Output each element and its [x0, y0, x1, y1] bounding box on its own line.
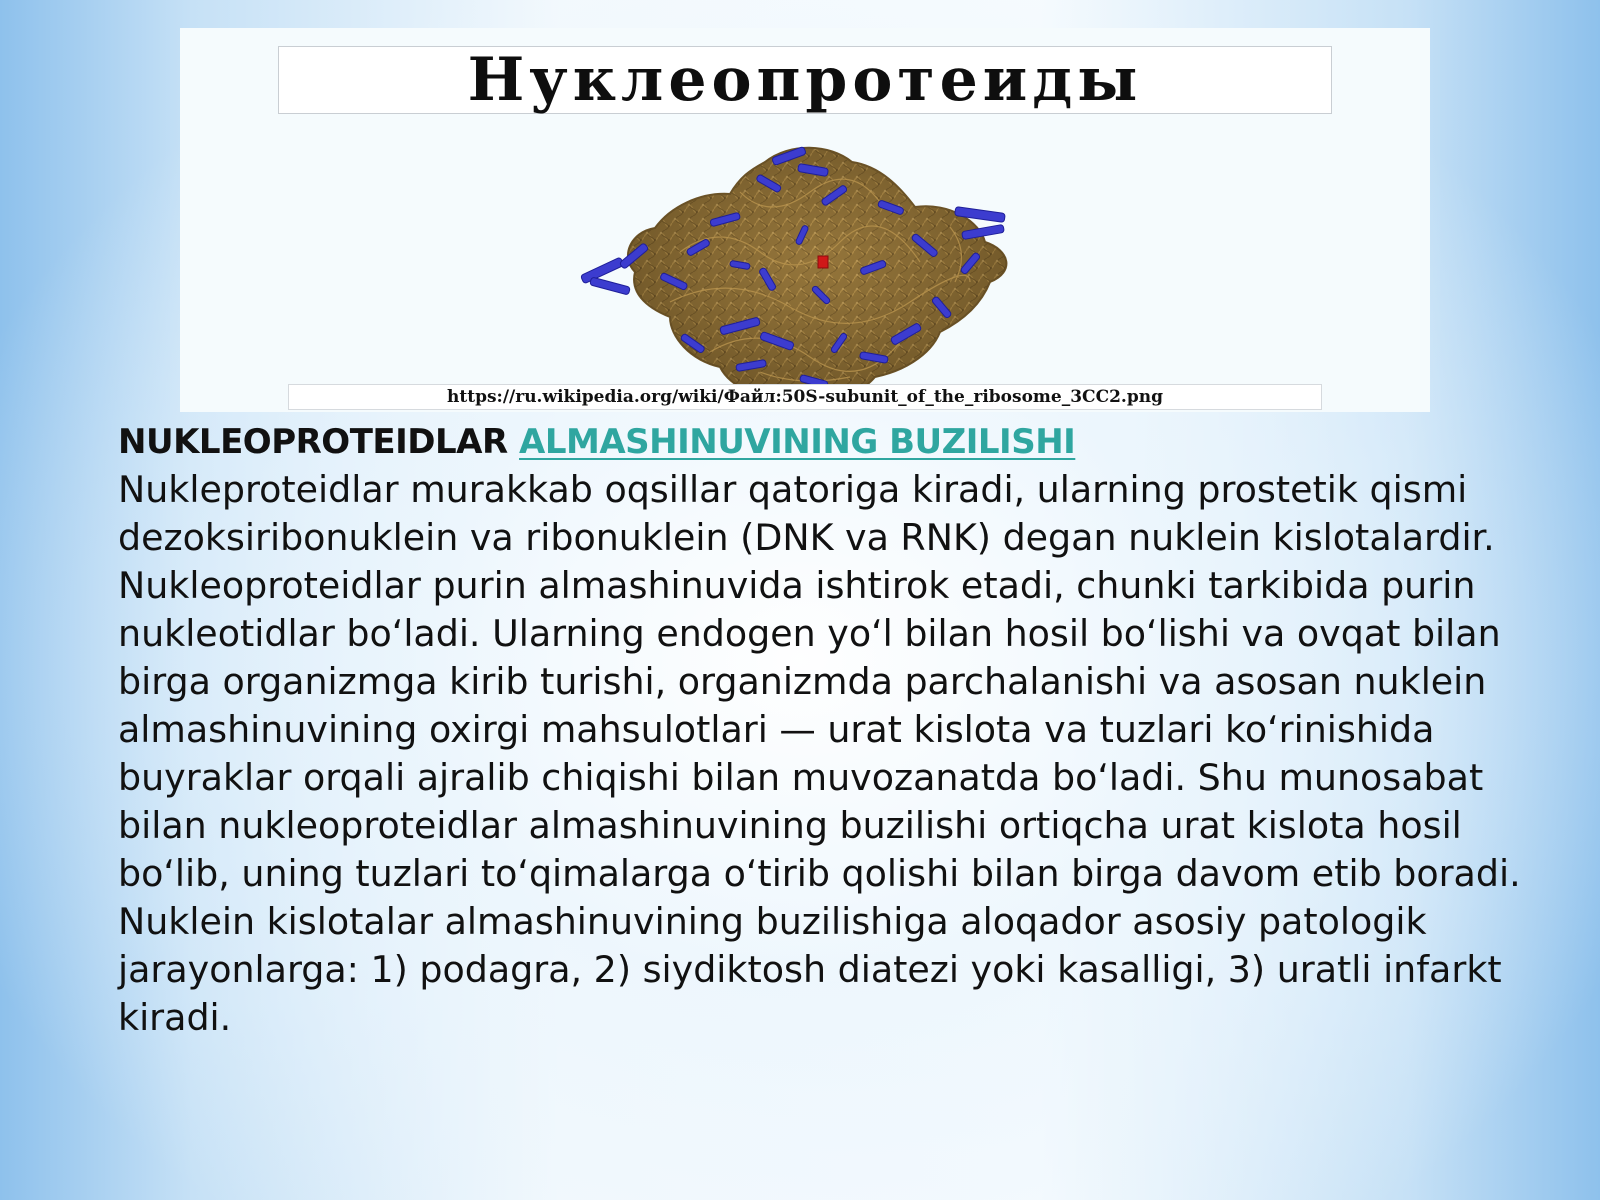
figure-title: Нуклеопротеиды — [467, 45, 1143, 115]
paragraph-line: bilan nukleoproteidlar almashinuvining buzilishi ortiqcha urat kislota hosil — [118, 804, 1462, 847]
paragraph-line: almashinuvining oxirgi mahsulotlari — urat kislota va tuzlari koʻrinishida — [118, 708, 1435, 751]
heading-text: NUKLEOPROTEIDLAR — [118, 422, 508, 462]
figure-source-url: https://ru.wikipedia.org/wiki/Файл:50S-subunit_of_the_ribosome_3CC2.png — [447, 387, 1163, 407]
paragraph-line: boʻlib, uning tuzlari toʻqimalarga oʻtirib qolishi bilan birga davom etib boradi. — [118, 852, 1521, 895]
paragraph-line: Nukleproteidlar murakkab oqsillar qatoriga kiradi, ularning prostetik qismi — [118, 468, 1468, 511]
figure-image — [180, 28, 1430, 412]
paragraph-line: kiradi. — [118, 996, 232, 1039]
article-text — [118, 418, 1521, 1042]
article-heading — [118, 418, 1518, 466]
heading-link[interactable]: ALMASHINUVINING BUZILISHI — [519, 422, 1076, 462]
ribosome-50s-structure-icon — [560, 132, 1050, 416]
paragraph-line: dezoksiribonuklein va ribonuklein (DNK va RNK) degan nuklein kislotalardir. — [118, 516, 1495, 559]
paragraph-line: birga organizmga kirib turishi, organizmda parchalanishi va asosan nuklein — [118, 660, 1487, 703]
paragraph-line: nukleotidlar boʻladi. Ularning endogen yoʻl bilan hosil boʻlishi va ovqat bilan — [118, 612, 1501, 655]
paragraph-line: Nukleoproteidlar purin almashinuvida ishtirok etadi, chunki tarkibida purin — [118, 564, 1476, 607]
paragraph-line: jarayonlarga: 1) podagra, 2) siydiktosh diatezi yoki kasalligi, 3) uratli infarkt — [118, 948, 1502, 991]
paragraph-line: buyraklar orqali ajralib chiqishi bilan muvozanatda boʻladi. Shu munosabat — [118, 756, 1484, 799]
figure-title-box — [278, 46, 1332, 114]
figure-source-box — [288, 384, 1322, 410]
paragraph-line: Nuklein kislotalar almashinuvining buzilishiga aloqador asosiy patologik — [118, 900, 1427, 943]
